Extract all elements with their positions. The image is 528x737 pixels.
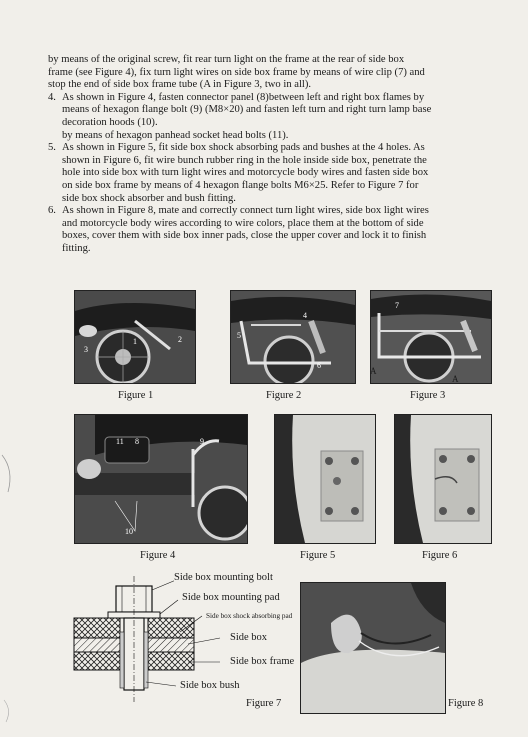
figure-4-photo bbox=[74, 414, 248, 544]
connector-panel-illustration bbox=[75, 415, 247, 543]
step-number: 4. bbox=[48, 91, 56, 103]
label-side-box-bush: Side box bush bbox=[180, 680, 240, 691]
frame-tube-end-illustration bbox=[371, 291, 491, 383]
callout-2: 2 bbox=[178, 335, 182, 344]
figure-7-caption: Figure 7 bbox=[246, 698, 282, 709]
label-side-box-mounting-bolt: Side box mounting bolt bbox=[174, 572, 273, 583]
continued-step-text: by means of the original screw, fit rear turn light on the frame at the rear of side box frame (see Figure 4), fix turn light wires on side box frame by means of wire clip (7) and stop the end of side box frame tube (A in Figure 3, two in all). bbox=[48, 54, 425, 91]
side-box-frame-illustration bbox=[231, 291, 355, 383]
figure-5-photo bbox=[274, 414, 376, 544]
callout-10: 10 bbox=[125, 527, 133, 536]
step-4: 4. As shown in Figure 4, fasten connector panel (8)between left and right box flames by means of hexagon flange bolt (9) (M8×20) and fasten left turn and right turn lamp base decoration hoods (10). by means of hexagon panhead socket head bolts (11). bbox=[48, 91, 432, 141]
callout-6: 6 bbox=[317, 361, 321, 370]
figure-8-caption: Figure 8 bbox=[448, 698, 484, 709]
step-6: 6. As shown in Figure 8, mate and correctly connect turn light wires, side box light wires and motorcycle body wires according to wire colors, place them at the bottom of side boxes, cover them with side box inner pads, close the upper cover and lock it to finish fitting. bbox=[48, 205, 429, 254]
callout-8: 8 bbox=[135, 437, 139, 446]
instruction-text bbox=[48, 54, 488, 256]
figure-3-caption: Figure 3 bbox=[410, 390, 446, 401]
wire-connection-illustration bbox=[301, 583, 445, 713]
callout-7: 7 bbox=[395, 301, 399, 310]
figure-3-photo bbox=[370, 290, 492, 384]
step-number: 6. bbox=[48, 205, 56, 217]
step-5: 5. As shown in Figure 5, fit side box shock absorbing pads and bushes at the 4 holes. As shown in Figure 6, fit wire bunch rubber ring in the hole inside side box, penetrate the hole into side box with turn light wires and motorcycle body wires and fasten side box on side box frame by means of 4 hexagon flange bolts M6×25. Refer to Figure 7 for side box shock absorber and bush fitting. bbox=[48, 142, 429, 204]
figure-6-photo bbox=[394, 414, 492, 544]
page-scuff-marks bbox=[0, 0, 40, 737]
figure-2-photo bbox=[230, 290, 356, 384]
label-side-box-mounting-pad: Side box mounting pad bbox=[182, 592, 280, 603]
label-side-box-shock-absorbing-pad: Side box shock absorbing pad bbox=[206, 612, 293, 620]
figure-8-photo bbox=[300, 582, 446, 714]
callout-9: 9 bbox=[200, 437, 204, 446]
side-box-holes-illustration bbox=[275, 415, 375, 543]
label-a-left: A bbox=[370, 366, 377, 376]
wire-rubber-ring-illustration bbox=[395, 415, 491, 543]
figure-2-caption: Figure 2 bbox=[266, 390, 302, 401]
callout-11: 11 bbox=[116, 437, 124, 446]
callout-3: 3 bbox=[84, 345, 88, 354]
label-side-box-frame: Side box frame bbox=[230, 656, 295, 667]
figure-6-caption: Figure 6 bbox=[422, 550, 458, 561]
callout-5: 5 bbox=[237, 331, 241, 340]
step-number: 5. bbox=[48, 142, 56, 154]
figure-5-caption: Figure 5 bbox=[300, 550, 336, 561]
callout-1: 1 bbox=[133, 337, 137, 346]
callout-4: 4 bbox=[303, 311, 307, 320]
figure-1-caption: Figure 1 bbox=[118, 390, 154, 401]
label-a-right: A bbox=[452, 374, 459, 384]
figure-4-caption: Figure 4 bbox=[140, 550, 176, 561]
label-side-box: Side box bbox=[230, 632, 268, 643]
figure-1-photo bbox=[74, 290, 196, 384]
